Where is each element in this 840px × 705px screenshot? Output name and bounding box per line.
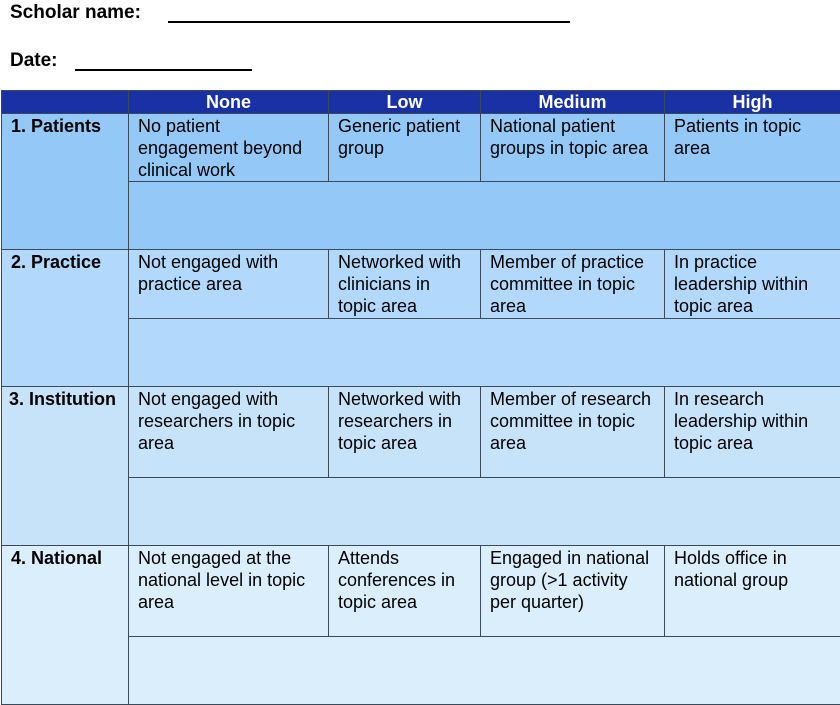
row-label-practice: 2. Practice <box>2 250 129 387</box>
row-label-national: 4. National <box>2 546 129 705</box>
header-corner <box>2 91 129 114</box>
row-label-institution: 3. Institution <box>2 387 129 546</box>
cell-practice-none: Not engaged with practice area <box>129 250 329 319</box>
cell-patients-low: Generic patient group <box>329 114 481 182</box>
date-label: Date: <box>10 50 58 71</box>
row-practice <box>2 250 840 319</box>
column-header-low: Low <box>329 91 481 114</box>
cell-national-high: Holds office in national group <box>665 546 840 637</box>
notes-practice[interactable] <box>129 319 840 387</box>
column-header-row <box>2 91 840 114</box>
cell-institution-none: Not engaged with researchers in topic area <box>129 387 329 478</box>
column-header-none: None <box>129 91 329 114</box>
notes-institution[interactable] <box>129 478 840 546</box>
cell-national-none: Not engaged at the national level in topic area <box>129 546 329 637</box>
cell-patients-medium: National patient groups in topic area <box>481 114 665 182</box>
notes-patients[interactable] <box>129 182 840 250</box>
scholar-name-label: Scholar name: <box>10 2 141 23</box>
engagement-matrix <box>1 90 840 705</box>
cell-practice-high: In practice leadership within topic area <box>665 250 840 319</box>
cell-institution-medium: Member of research committee in topic area <box>481 387 665 478</box>
cell-practice-medium: Member of practice committee in topic area <box>481 250 665 319</box>
cell-national-medium: Engaged in national group (>1 activity per quarter) <box>481 546 665 637</box>
cell-institution-high: In research leadership within topic area <box>665 387 840 478</box>
scholar-name-field[interactable] <box>168 21 570 23</box>
cell-national-low: Attends conferences in topic area <box>329 546 481 637</box>
row-institution <box>2 387 840 478</box>
column-header-medium: Medium <box>481 91 665 114</box>
date-field[interactable] <box>75 69 252 71</box>
column-header-high: High <box>665 91 840 114</box>
row-label-patients: 1. Patients <box>2 114 129 250</box>
row-patients <box>2 114 840 182</box>
cell-institution-low: Networked with researchers in topic area <box>329 387 481 478</box>
row-national <box>2 546 840 637</box>
cell-patients-none: No patient engagement beyond clinical work <box>129 114 329 182</box>
notes-national[interactable] <box>129 637 840 705</box>
cell-practice-low: Networked with clinicians in topic area <box>329 250 481 319</box>
cell-patients-high: Patients in topic area <box>665 114 840 182</box>
